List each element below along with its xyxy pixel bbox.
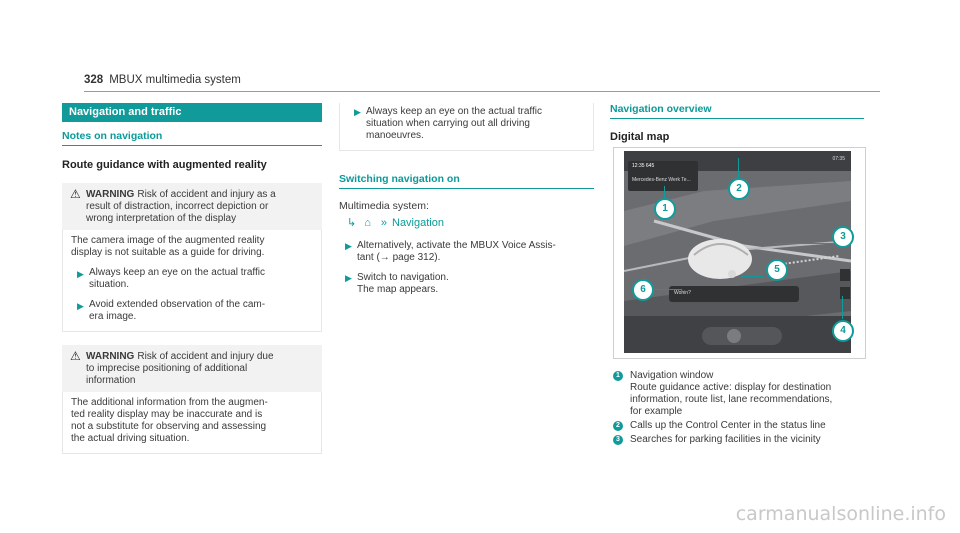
left-column [62,103,322,454]
warning-icon: ⚠ [70,349,81,363]
arrow-bullet-icon: ▶ [77,301,84,311]
arrow-bullet-icon: ▶ [345,273,352,283]
home-icon: ⌂ [364,216,371,229]
callout-2: 2 [728,178,750,200]
legend-number: 2 [613,421,623,431]
page-header-title: MBUX multimedia system [109,74,241,86]
arrow-bullet-icon: ▶ [345,241,352,251]
map-status-time: 07:35 [832,156,845,162]
subsection-title: Notes on navigation [62,130,322,146]
warning-label: WARNING [86,351,135,362]
warning-continuation [339,103,594,151]
map-clock: 12:35 645 [632,163,655,169]
warning-icon: ⚠ [70,187,81,201]
warning-box: ⚠ WARNING Risk of accident and injury due to imprecise positioning of additional information The additional information from the augmen- ted reality display may be inaccurate and is not a substitute for observing and assessing the actual driving situation. [62,345,322,454]
watermark: carmanualsonline.info [735,503,946,525]
subsection-title: Navigation overview [610,103,864,119]
callout-line [842,296,843,319]
legend-number: 3 [613,435,623,445]
double-chevron-icon: » [380,216,387,229]
list-item: ▶ Switch to navigation. The map appears. [345,272,449,295]
section-heading: Route guidance with augmented reality [62,159,267,171]
arrow-bullet-icon: ▶ [77,269,84,279]
right-column [610,103,864,143]
map-search: Wohin? [674,290,691,296]
legend-item: 1 Navigation window Route guidance active: display for destination information, route list, lane recommendations, for example [613,370,869,418]
legend-item: 3 Searches for parking facilities in the vicinity [613,434,869,446]
warning-text: result of distraction, incorrect depiction or [86,201,269,212]
list-item: ▶ Always keep an eye on the actual traffic situation. [77,267,266,290]
section-banner: Navigation and traffic [62,103,322,122]
page-number: 328 [84,74,104,86]
callout-5: 5 [766,259,788,281]
map-address: Mercedes-Benz Werk Te... [632,177,691,183]
callout-3: 3 [832,226,854,248]
callout-4: 4 [832,320,854,342]
legend-item: 2 Calls up the Control Center in the status line [613,420,869,432]
warning-text: wrong interpretation of the display [86,213,237,224]
arrow-bullet-icon: ▶ [354,107,361,117]
callout-1: 1 [654,198,676,220]
callout-line [738,158,739,178]
list-item: ▶ Avoid extended observation of the cam- era image. [77,299,266,322]
warning-box [62,183,322,332]
legend-number: 1 [613,371,623,381]
warning-body: The additional information from the augmen- ted reality display may be inaccurate and is not a substitute for observing and assessing the actual driving situation. [62,392,322,454]
callout-line [654,289,682,290]
subsection-title: Switching navigation on [339,173,594,189]
list-item: ▶ Alternatively, activate the MBUX Voice Assis- tant (→ page 312). [345,240,556,263]
menu-path [339,216,594,229]
warning-text: Risk of accident and injury as a [137,189,276,200]
middle-column [339,103,594,296]
callout-line [742,276,763,277]
list-item: ▶ Always keep an eye on the actual traffic situation when carrying out all driving manoeuvres. [354,106,543,141]
legend [613,368,869,446]
path-arrow-icon: ↳ [347,217,357,229]
header-rule [84,91,880,92]
warning-label: WARNING [86,189,135,200]
path-item-navigation: Navigation [392,216,444,229]
section-heading: Digital map [610,131,670,143]
map-figure [613,147,866,359]
page-header [84,74,241,86]
system-label: Multimedia system: [339,200,429,212]
callout-6: 6 [632,279,654,301]
warning-body: The camera image of the augmented reality display is not suitable as a guide for driving. [71,235,265,258]
